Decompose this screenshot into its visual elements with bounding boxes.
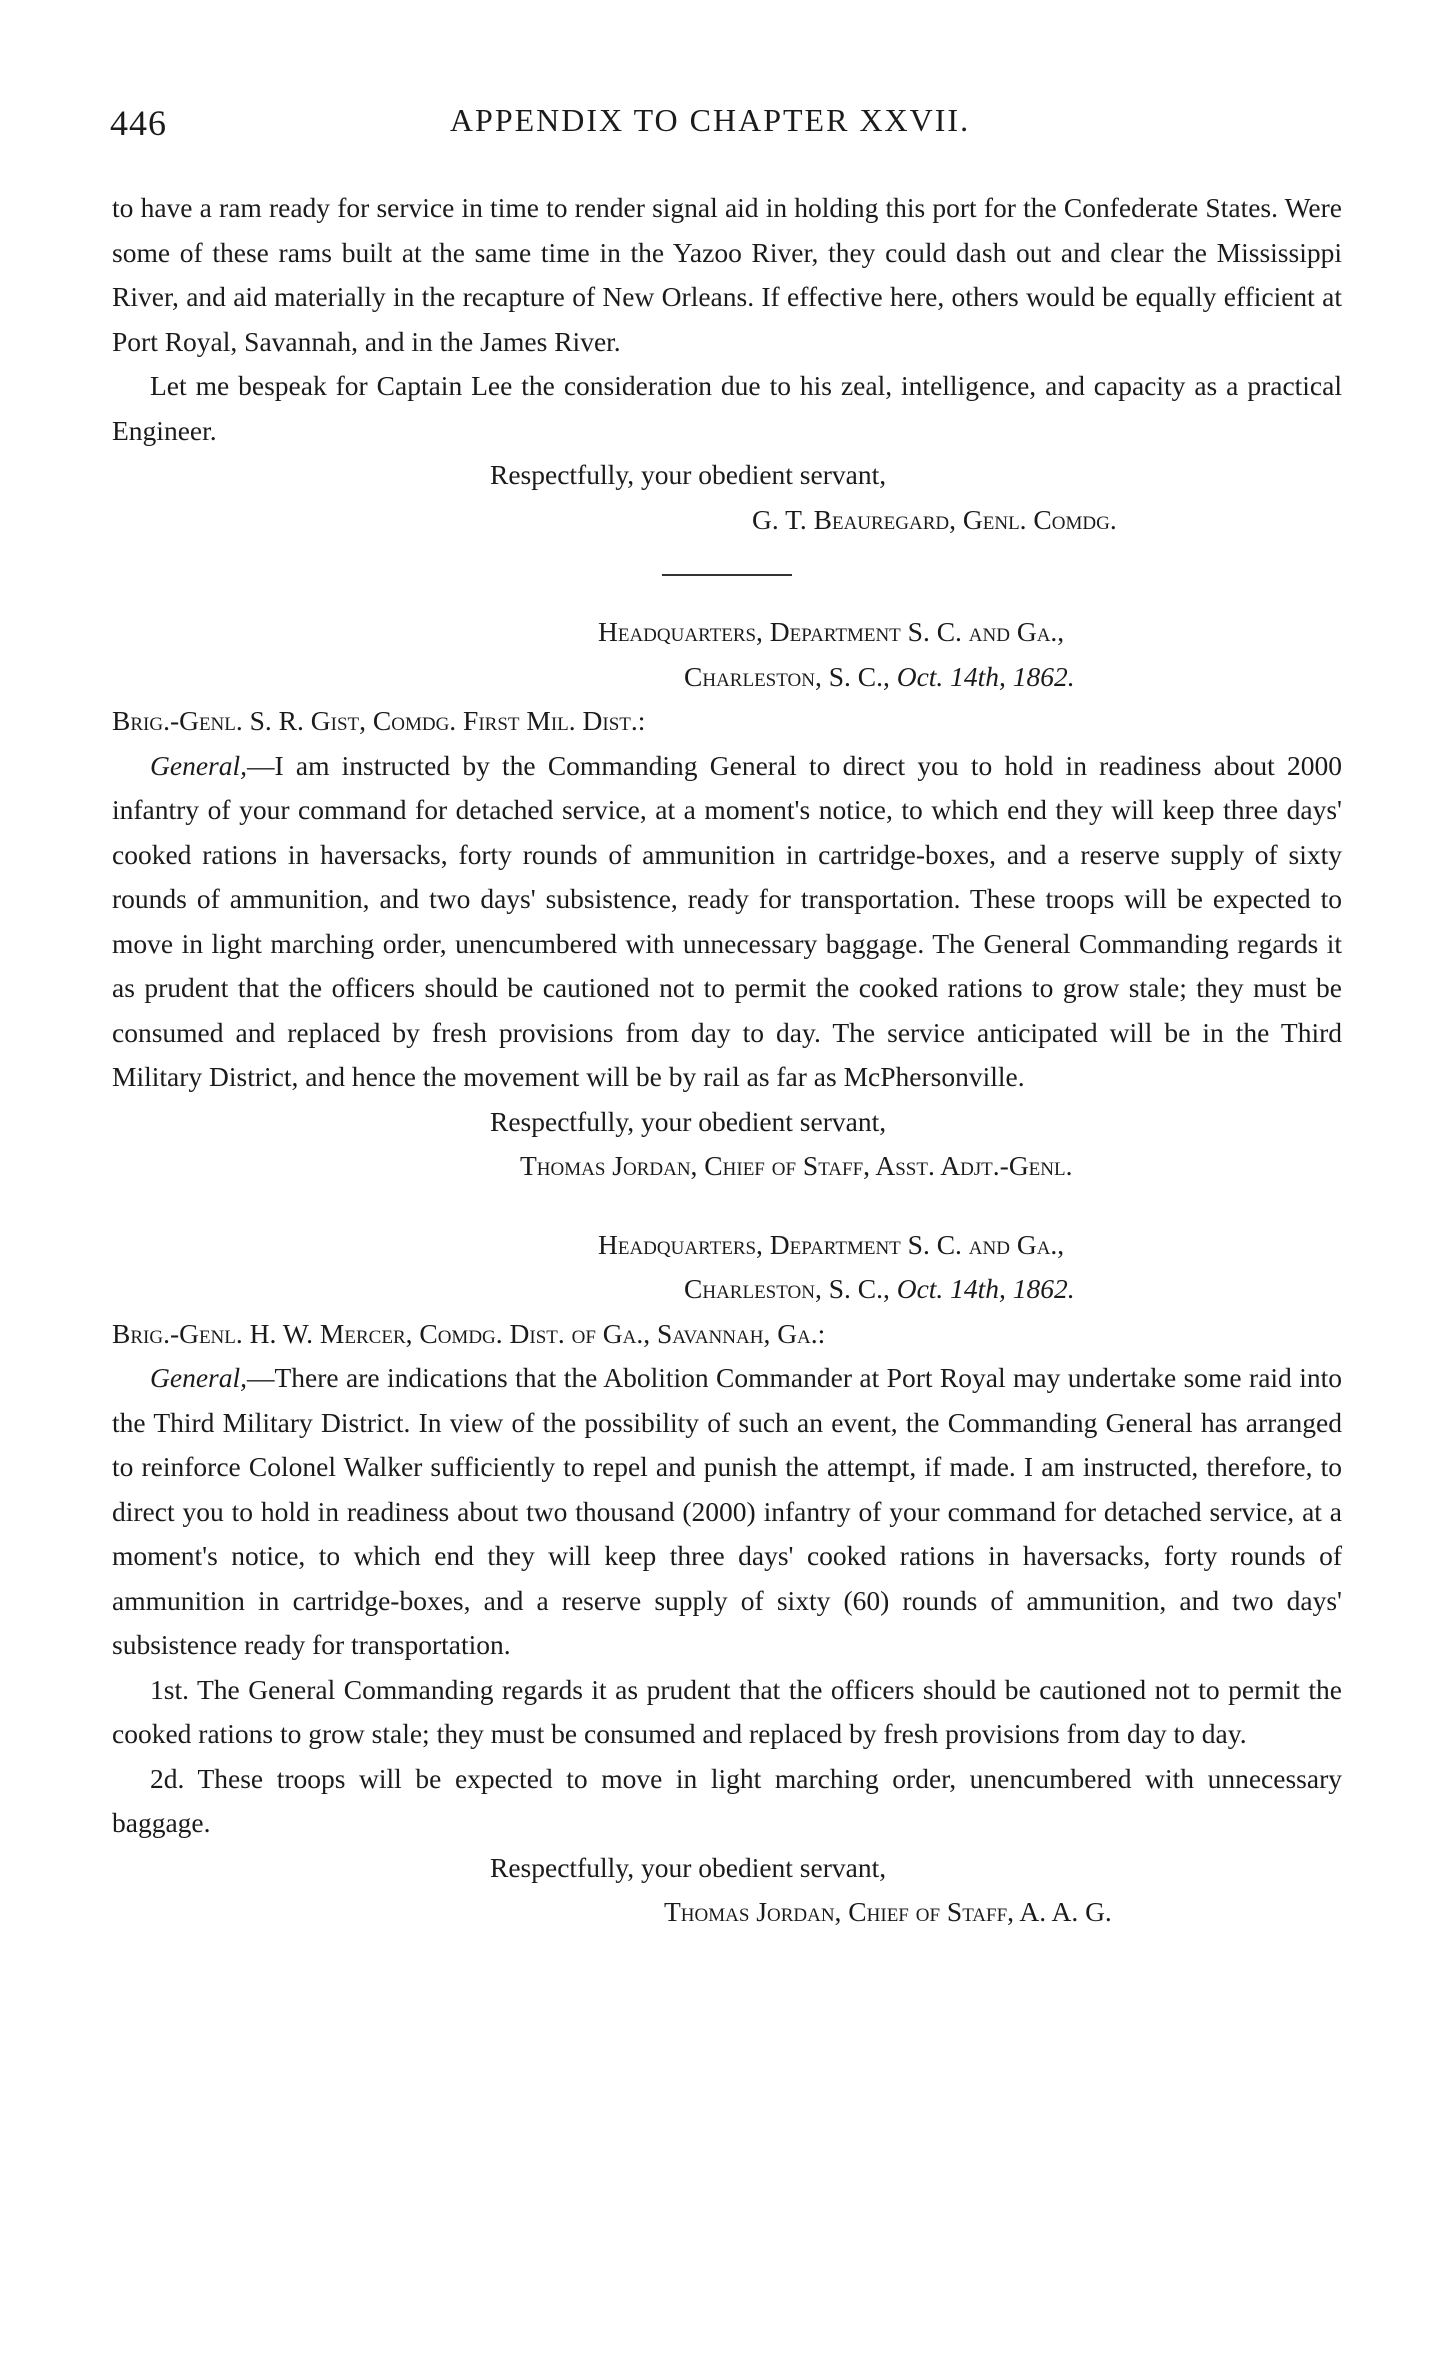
letter2-body: [112, 744, 1342, 1100]
letter3-point-1: 1st. The General Commanding regards it as prudent that the officers should be cautioned not to permit the cooked rations to grow stale; they must be consumed and replaced by fresh provisions from day to day.: [112, 1673, 1342, 1749]
letter2-headquarters: Headquarters, Department S. C. and Ga.,: [598, 616, 1065, 647]
letter3-date: Oct. 14th, 1862.: [896, 1273, 1075, 1304]
letter2-addressee: Brig.-Genl. S. R. Gist, Comdg. First Mil. Dist.:: [112, 705, 646, 736]
letter1-body: to have a ram ready for service in time to render signal aid in holding this port for the Confederate States. Were some of these rams built at the same time in the Yazoo River, they could dash out and clear the Mississippi River, and aid materially in the recapture of New Orleans. If effective here, others would be equally efficient at Port Royal, Savannah, and in the James River.: [112, 192, 1342, 357]
section-spacer: [112, 1189, 1342, 1223]
letter2-salutation: General,: [150, 749, 247, 781]
page-number: 446: [110, 103, 167, 143]
letter3-place: Charleston, S. C.,: [684, 1273, 890, 1304]
letter1-closing: Respectfully, your obedient servant,: [490, 459, 887, 490]
letter3-headquarters: Headquarters, Department S. C. and Ga.,: [598, 1228, 1065, 1260]
letter3-body-text: —There are indications that the Abolition Commander at Port Royal may undertake some raid into the Third Military District. In view of the possibility of such an event, the Commanding General has arranged to reinforce Colonel Walker sufficiently to repel and punish the attempt, if made. I am instructed, therefore, to direct you to hold in readiness about two thousand (2000) infantry of your command for detached service, at a moment's notice, to which end they will keep three days' cooked rations in haversacks, forty rounds of ammunition in cartridge-boxes, and a reserve supply of sixty (60) rounds of ammunition, and two days' subsistence ready for transportation.: [112, 1362, 1342, 1660]
running-head: APPENDIX TO CHAPTER XXVII.: [449, 102, 971, 138]
letter1-signature: G. T. Beauregard, Genl. Comdg.: [752, 503, 1117, 535]
letter3-signature: Thomas Jordan, Chief of Staff, A. A. G.: [664, 1896, 1112, 1927]
letter3-body: [112, 1356, 1342, 1668]
letter1-paragraph-2: Let me bespeak for Captain Lee the consideration due to his zeal, intelligence, and capacity as a practical Engineer.: [112, 370, 1342, 446]
letter3-closing: Respectfully, your obedient servant,: [490, 1851, 887, 1883]
letter2-signature: Thomas Jordan, Chief of Staff, Asst. Adjt.-Genl.: [520, 1150, 1073, 1181]
letter2-place-date: [112, 655, 1342, 700]
letter2-closing: Respectfully, your obedient servant,: [490, 1105, 887, 1137]
letter3-addressee: Brig.-Genl. H. W. Mercer, Comdg. Dist. of Ga., Savannah, Ga.:: [112, 1317, 826, 1349]
letter3-point-2: 2d. These troops will be expected to move in light marching order, unencumbered with unnecessary baggage.: [112, 1762, 1342, 1838]
letter2-date: Oct. 14th, 1862.: [896, 660, 1075, 692]
section-divider: [662, 574, 792, 576]
letter2-place: Charleston, S. C.,: [684, 660, 890, 692]
letter3-place-date: [112, 1267, 1342, 1312]
letter2-body-text: —I am instructed by the Commanding General to direct you to hold in readiness about 2000 infantry of your command for detached service, at a moment's notice, to which end they will keep three days' cooked rations in haversacks, forty rounds of ammunition in cartridge-boxes, and a reserve supply of sixty rounds of ammunition, and two days' subsistence, ready for transportation. These troops will be expected to move in light marching order, unencumbered with unnecessary baggage. The General Commanding regards it as prudent that the officers should be cautioned not to permit the cooked rations to grow stale; they must be consumed and replaced by fresh provisions from day to day. The service anticipated will be in the Third Military District, and hence the movement will be by rail as far as McPhersonville.: [112, 749, 1342, 1092]
page-header: [110, 102, 1310, 152]
page-body: [112, 186, 1342, 1935]
letter3-salutation: General,: [150, 1362, 247, 1393]
